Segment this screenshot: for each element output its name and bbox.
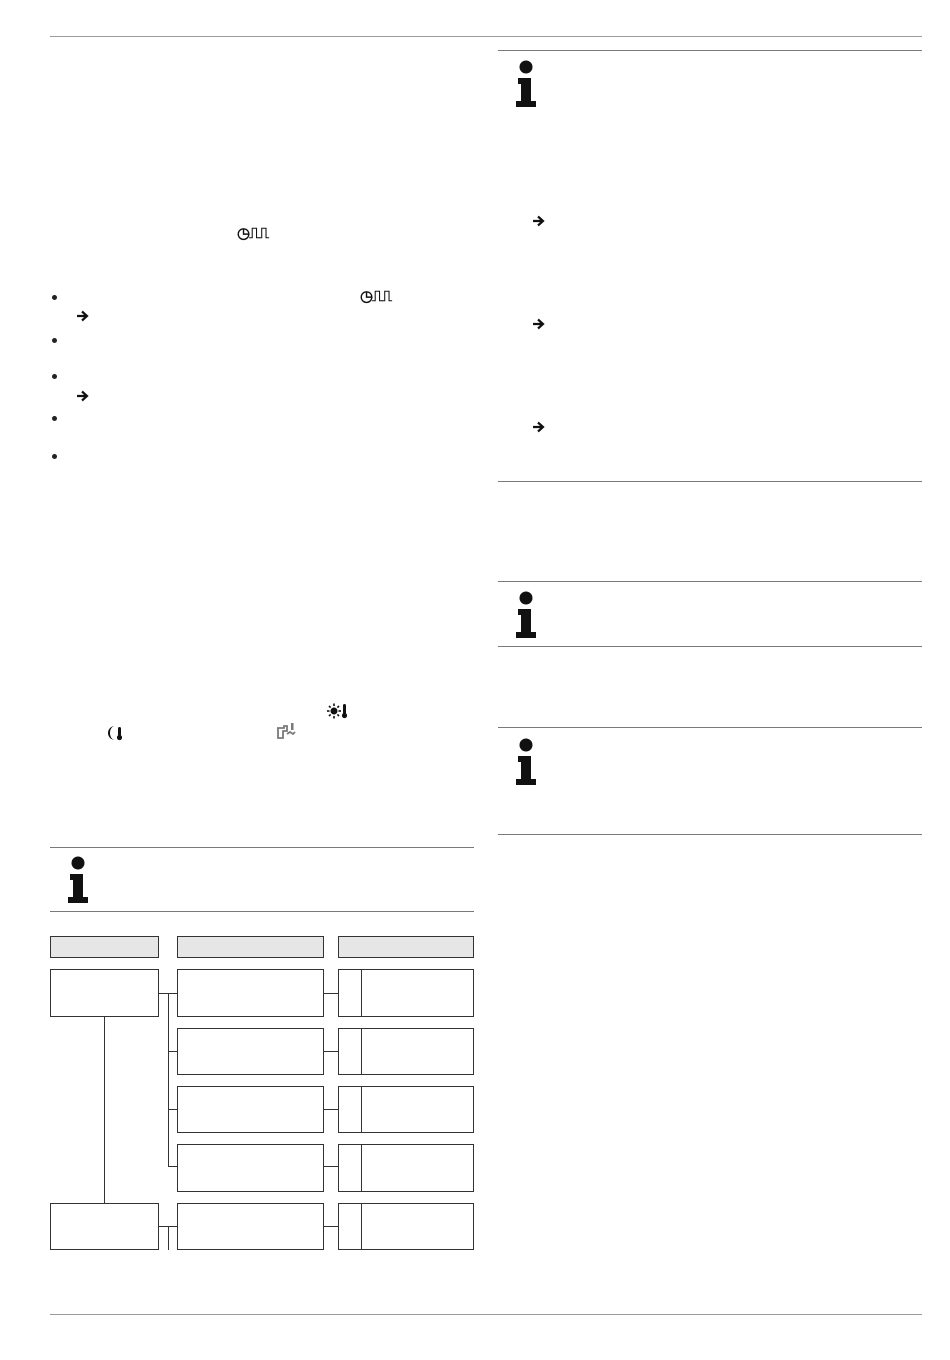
diagram-level3-box	[338, 1086, 474, 1133]
diagram-level1-box	[50, 1203, 159, 1250]
diagram-level3-divider	[361, 1204, 362, 1249]
note-top-rule	[498, 581, 922, 582]
note-top-rule	[498, 727, 922, 728]
diagram-level2-box	[177, 969, 324, 1017]
diagram-level3-box	[338, 1144, 474, 1192]
note-bottom-rule	[498, 646, 922, 647]
diagram-column-header-1	[50, 936, 159, 958]
diagram-connector	[168, 1226, 169, 1250]
result-arrow-icon	[532, 420, 546, 434]
note-top-rule	[498, 50, 922, 51]
timer-program-icon: ◷⎍⎍	[237, 225, 269, 242]
list-bullet	[52, 374, 57, 379]
list-bullet	[52, 416, 57, 421]
timer-program-icon: ◷⎍⎍	[360, 288, 392, 305]
info-icon	[512, 60, 542, 108]
result-arrow-icon	[532, 317, 546, 331]
diagram-column-header-3	[338, 936, 474, 958]
diagram-column-header-2	[177, 936, 324, 958]
note-bottom-rule	[498, 834, 922, 835]
list-bullet	[52, 338, 57, 343]
info-icon	[512, 591, 542, 639]
diagram-connector	[324, 1109, 338, 1110]
diagram-level3-divider	[361, 970, 362, 1016]
diagram-level2-box	[177, 1086, 324, 1133]
diagram-connector	[324, 1051, 338, 1052]
diagram-connector	[324, 1226, 338, 1227]
diagram-connector	[168, 1166, 177, 1167]
diagram-level3-divider	[361, 1087, 362, 1132]
list-bullet	[52, 295, 57, 300]
info-icon	[64, 856, 94, 904]
note-bottom-rule	[50, 911, 474, 912]
diagram-level3-box	[338, 1203, 474, 1250]
diagram-connector	[324, 993, 338, 994]
page-bottom-rule	[50, 1314, 922, 1315]
diagram-level2-box	[177, 1203, 324, 1250]
diagram-connector	[104, 1017, 105, 1203]
diagram-connector	[168, 993, 169, 1166]
result-arrow-icon	[532, 214, 546, 228]
result-arrow-icon	[76, 309, 90, 323]
note-top-rule	[50, 847, 474, 848]
list-bullet	[52, 454, 57, 459]
diagram-level3-divider	[361, 1145, 362, 1191]
diagram-connector	[168, 1109, 177, 1110]
page-top-rule	[50, 36, 922, 37]
diagram-connector	[324, 1166, 338, 1167]
sun-thermometer-icon	[327, 703, 349, 719]
moon-thermometer-icon	[107, 725, 125, 741]
tap-water-icon	[275, 722, 297, 742]
diagram-connector	[168, 1051, 177, 1052]
note-bottom-rule	[498, 481, 922, 482]
diagram-level2-box	[177, 1144, 324, 1192]
diagram-level3-box	[338, 1028, 474, 1075]
diagram-level1-box	[50, 969, 159, 1017]
info-icon	[512, 738, 542, 786]
diagram-level3-divider	[361, 1029, 362, 1074]
diagram-level2-box	[177, 1028, 324, 1075]
diagram-level3-box	[338, 969, 474, 1017]
result-arrow-icon	[76, 389, 90, 403]
